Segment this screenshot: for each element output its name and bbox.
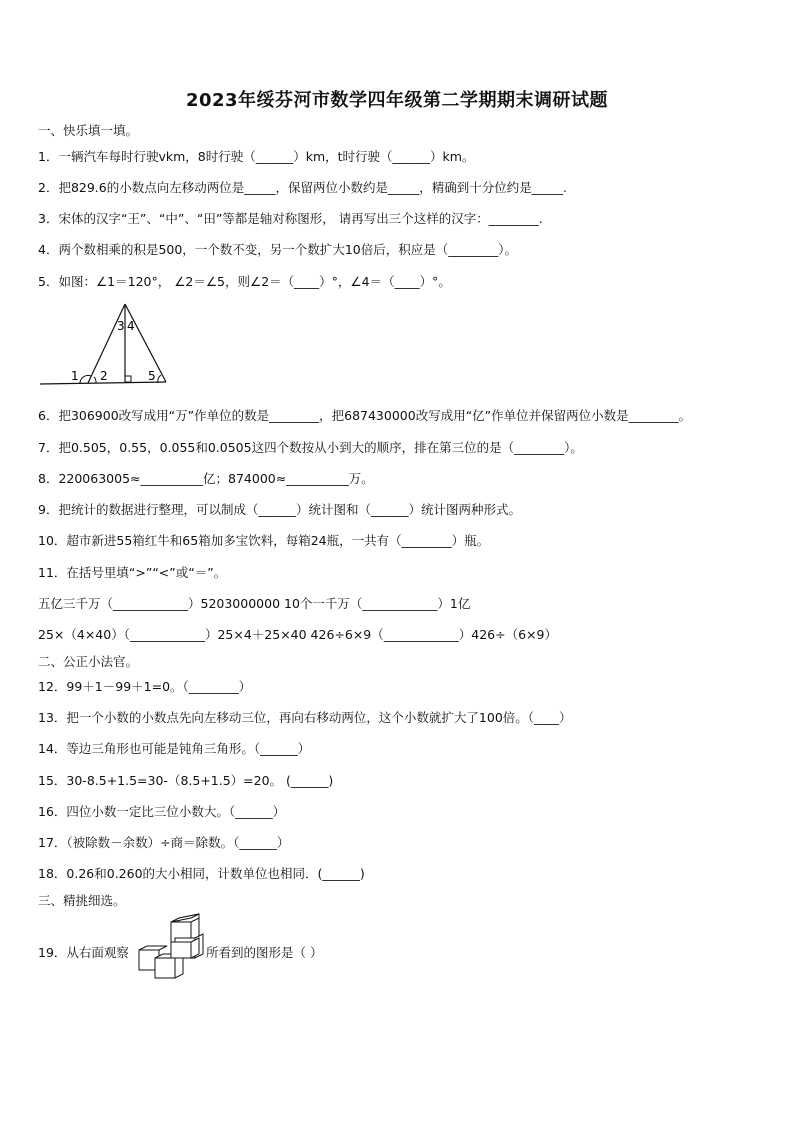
question-4: 4．两个数相乘的积是500，一个数不变，另一个数扩大10倍后，积应是（________）。: [38, 242, 517, 257]
angle-triangle-figure: [38, 298, 178, 390]
angle-4-label: 4: [127, 319, 135, 333]
page-title: 2023年绥芬河市数学四年级第二学期期末调研试题: [185, 90, 609, 111]
question-11: 11．在括号里填“>”“<”或“＝”。: [38, 565, 227, 580]
section-2-heading: 二、公正小法官。: [38, 654, 139, 669]
question-12: 12．99＋1－99＋1=0。（________）: [38, 679, 252, 694]
cube-stack-figure: [137, 912, 207, 988]
angle-5-label: 5: [148, 369, 156, 383]
question-16: 16．四位小数一定比三位小数大。（______）: [38, 804, 286, 819]
question-11-row-a: 五亿三千万（____________）5203000000 10个一千万（____________）1亿: [38, 596, 471, 611]
question-3: 3．宋体的汉字“王”、“中”、“田”等都是轴对称图形， 请再写出三个这样的汉字：________.: [38, 211, 543, 226]
question-11-row-b: 25×（4×40）（____________）25×4＋25×40 426÷6×9（____________）426÷（6×9）: [38, 627, 557, 642]
question-17: 17．（被除数－余数）÷商＝除数。（______）: [38, 835, 290, 850]
question-6: 6．把306900改写成用“万”作单位的数是________，把687430000改写成用“亿”作单位并保留两位小数是________。: [38, 408, 692, 423]
angle-1-label: 1: [71, 369, 79, 383]
question-8: 8．220063005≈__________亿；874000≈__________万。: [38, 471, 374, 486]
question-1: 1．一辆汽车每时行驶vkm，8时行驶（______）km，t时行驶（______）km。: [38, 149, 475, 164]
question-7: 7．把0.505，0.55，0.055和0.0505这四个数按从小到大的顺序，排在第三位的是（________）。: [38, 440, 583, 455]
question-19-prefix: 19．从右面观察: [38, 945, 129, 960]
question-5: 5．如图：∠1＝120°， ∠2＝∠5，则∠2＝（____）°，∠4＝（____）°。: [38, 274, 451, 289]
question-19-suffix: 所看到的图形是（ ）: [206, 945, 323, 960]
question-9: 9．把统计的数据进行整理，可以制成（______）统计图和（______）统计图两种形式。: [38, 502, 521, 517]
question-2: 2．把829.6的小数点向左移动两位是_____，保留两位小数约是_____，精确到十分位约是_____.: [38, 180, 567, 195]
question-15: 15．30-8.5+1.5=30-（8.5+1.5）=20。 (______): [38, 773, 334, 788]
section-3-heading: 三、精挑细选。: [38, 893, 126, 908]
question-14: 14．等边三角形也可能是钝角三角形。（______）: [38, 741, 311, 756]
angle-3-label: 3: [117, 319, 125, 333]
question-10: 10．超市新进55箱红牛和65箱加多宝饮料，每箱24瓶，一共有（________）瓶。: [38, 533, 490, 548]
section-1-heading: 一、快乐填一填。: [38, 123, 139, 138]
question-13: 13．把一个小数的小数点先向左移动三位，再向右移动两位，这个小数就扩大了100倍。（____）: [38, 710, 572, 725]
question-18: 18．0.26和0.260的大小相同，计数单位也相同．(______): [38, 866, 365, 881]
angle-2-label: 2: [100, 369, 108, 383]
